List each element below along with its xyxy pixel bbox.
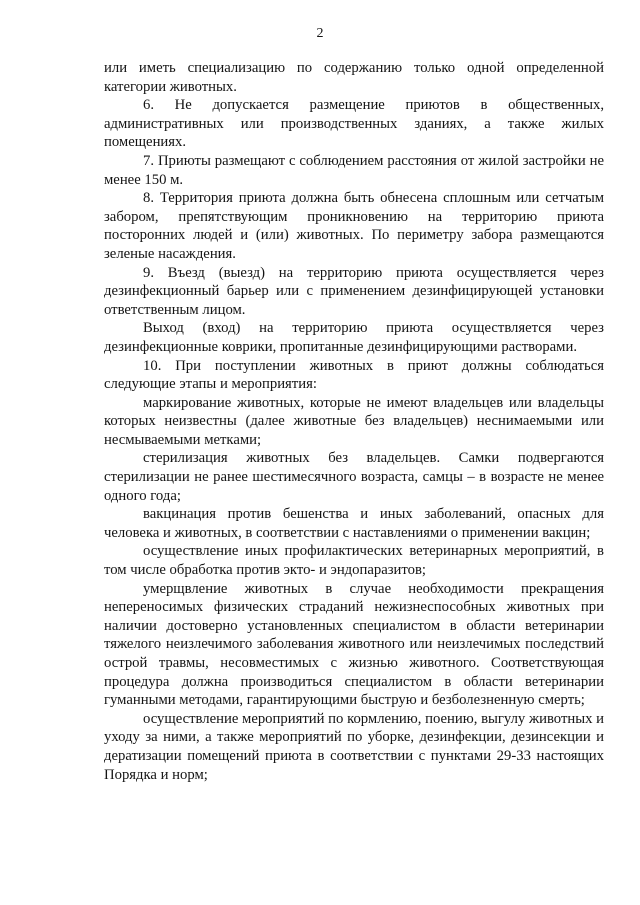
page-number: 2 xyxy=(316,26,324,41)
paragraph-item-10: 10. При поступлении животных в приют должны соблюдаться следующие этапы и мероприятия: xyxy=(104,357,604,393)
paragraph-item-6: 6. Не допускается размещение приютов в общественных, административных или производственных зданиях, а также жилых помещениях. xyxy=(104,97,604,151)
paragraph-exit-entry: Выход (вход) на территорию приюта осуществляется через дезинфекционные коврики, пропитанные дезинфицирующими растворами. xyxy=(104,320,604,355)
list-item-euthanasia: умерщвление животных в случае необходимости прекращения непереносимых физических страданий нежизнеспособных животных при наличии достоверно установленных специалистом в области ветеринарии тяжелого неизлечимого заболевания животного или неизлечимых последствий острой травмы, несовместимых с жизнью животного. Соответствующая процедура должна производиться специалистом в области ветеринарии гуманными методами, гарантирующими быструю и безболезненную смерть; xyxy=(104,580,604,709)
list-item-marking: маркирование животных, которые не имеют владельцев или владельцы которых неизвестны (далее животные без владельцев) неснимаемыми или несмываемыми метками; xyxy=(104,394,604,448)
list-item-sterilization: стерилизация животных без владельцев. Самки подвергаются стерилизации не ранее шестимесячного возраста, самцы – в возрасте не менее одного года; xyxy=(104,450,604,504)
paragraph-item-7: 7. Приюты размещают с соблюдением расстояния от жилой застройки не менее 150 м. xyxy=(104,152,604,188)
document-body xyxy=(104,59,604,784)
list-item-vaccination: вакцинация против бешенства и иных заболеваний, опасных для человека и животных, в соответствии с наставлениями о применении вакцин; xyxy=(104,506,604,541)
paragraph-continuation: или иметь специализацию по содержанию только одной определенной категории животных. xyxy=(104,60,604,95)
paragraph-item-8: 8. Территория приюта должна быть обнесена сплошным или сетчатым забором, препятствующим проникновению на территорию приюта посторонних людей и (или) животных. По периметру забора размещаются зеленые насаждения. xyxy=(104,190,604,262)
list-item-feeding-care: осуществление мероприятий по кормлению, поению, выгулу животных и уходу за ними, а также мероприятий по уборке, дезинфекции, дезинсекции и дератизации помещений приюта в соответствии с пунктами 29-33 настоящих Порядка и норм; xyxy=(104,710,604,783)
paragraph-item-9: 9. Въезд (выезд) на территорию приюта осуществляется через дезинфекционный барьер или с применением дезинфицирующей установки ответственным лицом. xyxy=(104,264,604,318)
list-item-prophylaxis: осуществление иных профилактических ветеринарных мероприятий, в том числе обработка против экто- и эндопаразитов; xyxy=(104,543,604,579)
